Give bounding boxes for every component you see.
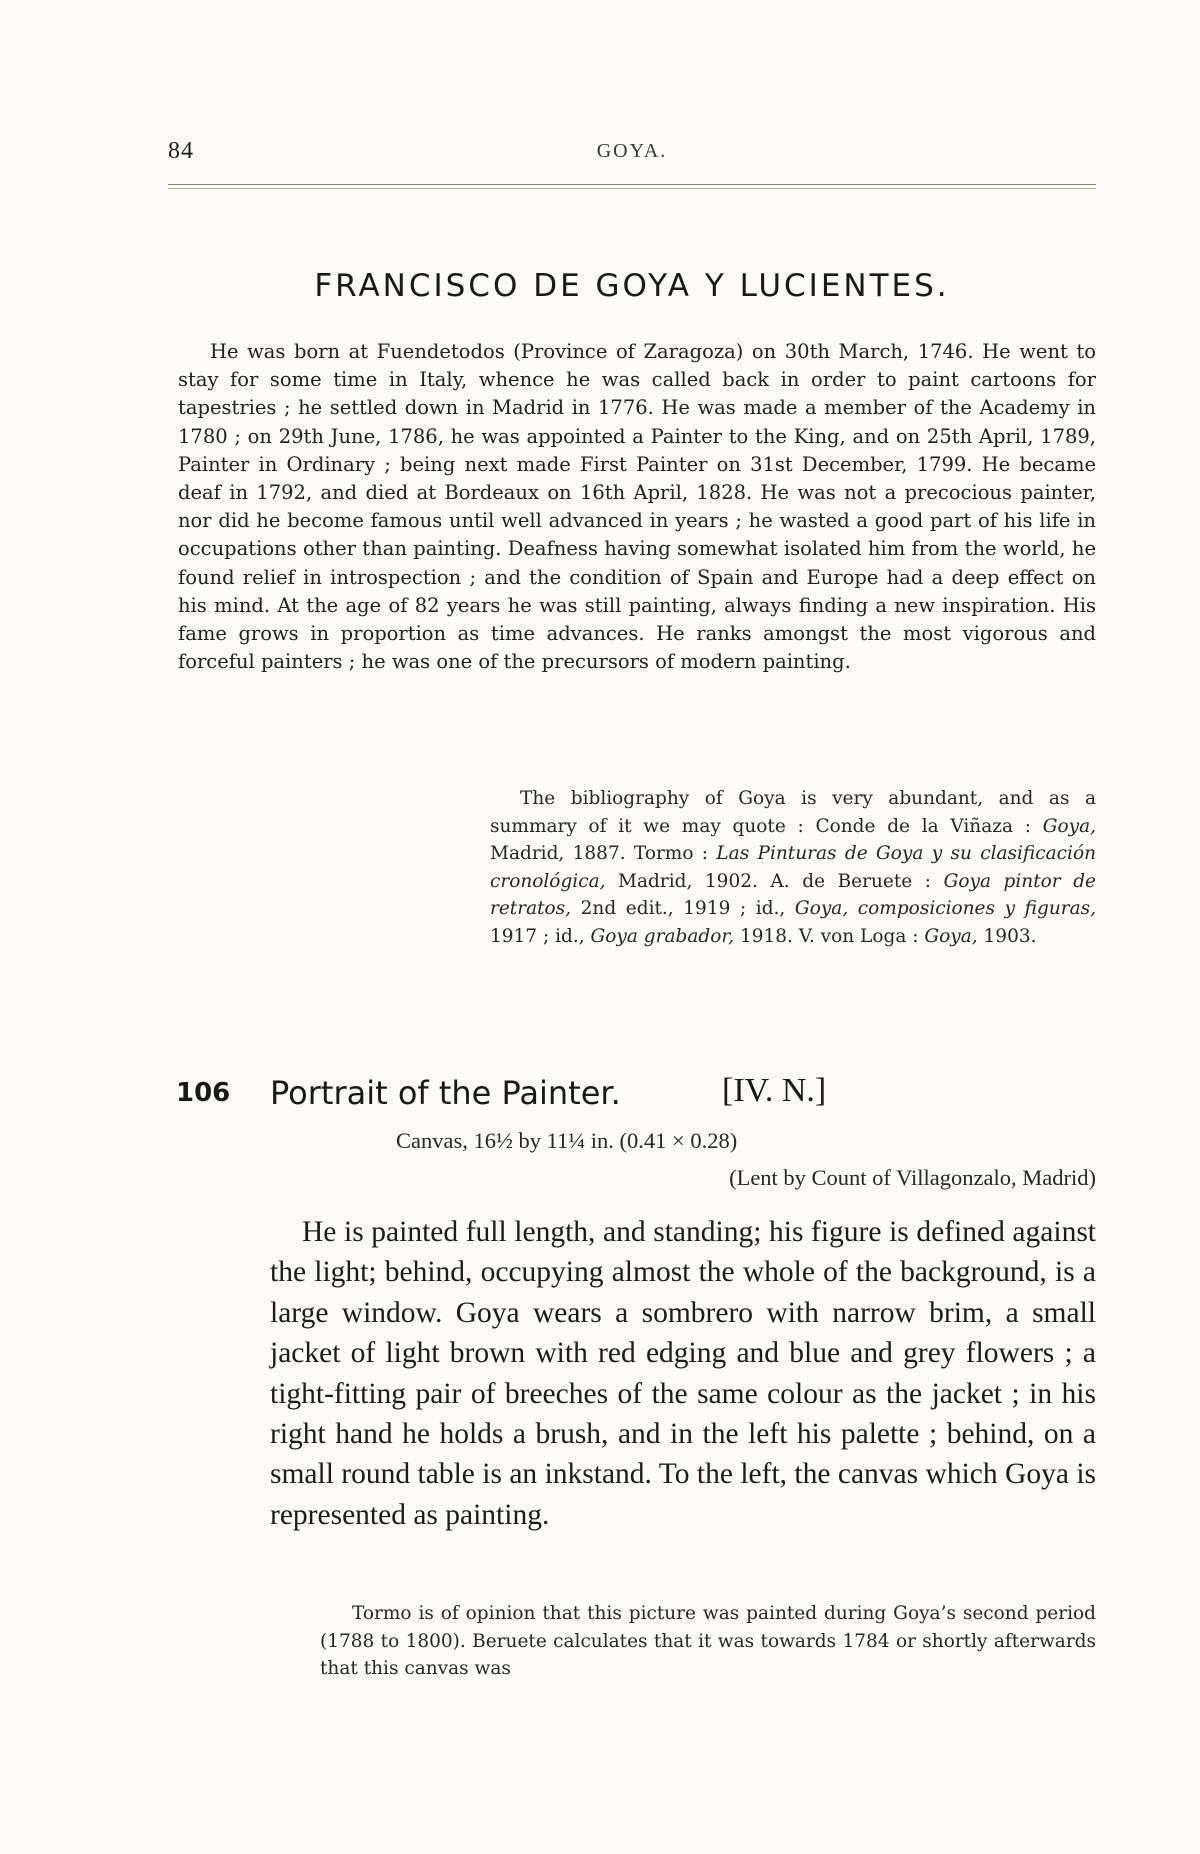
bibliography-ref-title: Goya pintor de retratos, bbox=[490, 870, 1096, 920]
bibliography-ref-title: Goya grabador, bbox=[590, 925, 735, 947]
bibliography-ref-details: 1918. V. von Loga : bbox=[739, 925, 919, 947]
bibliography-note bbox=[490, 785, 1096, 951]
running-title: GOYA. bbox=[596, 140, 668, 162]
bibliography-intro: The bibliography of Goya is very abundant, and as a summary of it we may quote : Conde de la Viñaza : bbox=[490, 788, 1096, 837]
artwork-note: Tormo is of opinion that this picture was painted during Goya’s second period (1788 to 1800). Beruete calculates that it was towards 1784 or shortly afterwards that this canvas was bbox=[320, 1603, 1096, 1680]
bibliography-ref-details: Madrid, 1902. A. de Beruete : bbox=[618, 870, 932, 892]
bibliography-ref-title: Goya, bbox=[924, 925, 978, 947]
artwork-medium-dimensions: Canvas, 16½ by 11¼ in. (0.41 × 0.28) bbox=[396, 1128, 738, 1153]
artist-heading: FRANCISCO DE GOYA Y LUCIENTES. bbox=[314, 268, 950, 304]
artwork-description: He is painted full length, and standing; his figure is defined against the light; behind, occupying almost the whole of the background, is a large window. Goya wears a sombrero with narrow brim, a small jacket of light brown with red edging and blue and grey flowers ; a tight-fitting pair of breeches of the same colour as the jacket ; in his right hand he holds a brush, and in the left his palette ; behind, on a small round table is an inkstand. To the left, the canvas which Goya is represented as painting. bbox=[270, 1216, 1096, 1531]
artwork-title: Portrait of the Painter. bbox=[270, 1074, 621, 1112]
header-rule bbox=[168, 184, 1096, 185]
catalog-number: 106 bbox=[176, 1078, 231, 1108]
bibliography-ref-details: Madrid, 1887. Tormo : bbox=[490, 843, 709, 865]
header-rule-secondary bbox=[168, 188, 1096, 189]
bibliography-ref-title: Goya, bbox=[1042, 815, 1096, 837]
artist-biography: He was born at Fuendetodos (Province of Zaragoza) on 30th March, 1746. He went to stay for some time in Italy, whence he was called back in order to paint cartoons for tapestries ; he settled down in Madrid in 1776. He was made a member of the Academy in 1780 ; on 29th June, 1786, he was appointed a Painter to the King, and on 25th April, 1789, Painter in Ordinary ; being next made First Painter on 31st December, 1799. He became deaf in 1792, and died at Bordeaux on 16th April, 1828. He was not a precocious painter, nor did he become famous until well advanced in years ; he wasted a good part of his life in occupations other than painting. Deafness having somewhat isolated him from the world, he found relief in introspection ; and the condition of Spain and Europe had a deep effect on his mind. At the age of 82 years he was still painting, always finding a new inspiration. His fame grows in proportion as time advances. He ranks amongst the most vigorous and forceful painters ; he was one of the precursors of modern painting. bbox=[178, 340, 1096, 674]
bibliography-ref-title: Las Pinturas de Goya y su clasificación cronológica, bbox=[490, 843, 1096, 892]
room-location: [IV. N.] bbox=[722, 1072, 827, 1109]
bibliography-ref-details: 2nd edit., 1919 ; id., bbox=[580, 898, 786, 920]
artwork-lender: (Lent by Count of Villagonzalo, Madrid) bbox=[729, 1165, 1096, 1190]
running-head bbox=[168, 138, 1096, 178]
bibliography-ref-details: 1917 ; id., bbox=[490, 925, 585, 947]
page-number: 84 bbox=[168, 138, 194, 164]
bibliography-ref-title: Goya, composiciones y figuras, bbox=[794, 898, 1096, 920]
bibliography-ref-details: 1903. bbox=[983, 925, 1037, 947]
catalog-entry-heading bbox=[176, 1074, 1096, 1124]
